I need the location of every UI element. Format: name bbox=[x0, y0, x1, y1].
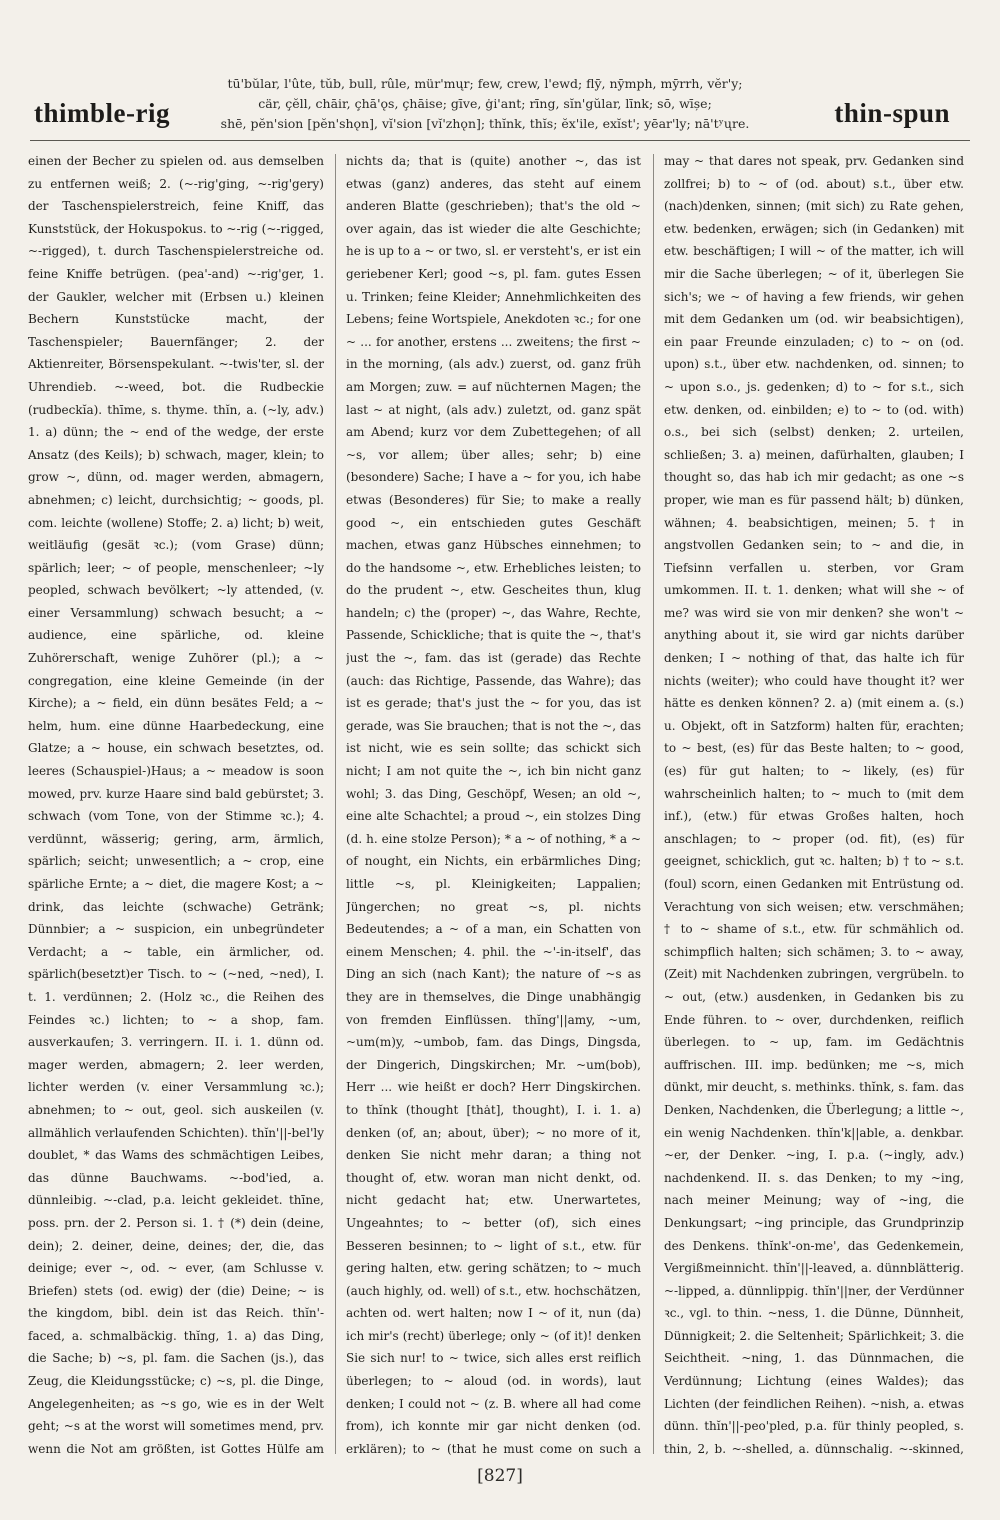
pronunciation-key bbox=[205, 74, 765, 134]
right-guide-word: thin-spun bbox=[834, 98, 950, 128]
left-guide-word: thimble-rig bbox=[34, 98, 170, 128]
column-divider bbox=[653, 154, 654, 1454]
column-middle bbox=[346, 150, 641, 1460]
pronunciation-key-line: shē, pĕn'sion [pĕn'shǫn], vĭ'sion [vĭ'zhǫn]; thĭnk, thĭs; ĕx'ile, exĭst'; yēar'ly; nā'tʸųre. bbox=[220, 116, 750, 131]
column-text: may ~ that dares not speak, prv. Gedanken sind zollfrei; b) to ~ of (od. about) s.t., über etw. (nach)denken, sinnen; (mit sich) zu Rate gehen, etw. bedenken, erwägen; sich (in Gedanken) mit etw. beschäftigen; I will ~ of the matter, ich will mir die Sache überlegen; ~ of it, überlegen Sie sich's; we ~ of having a few friends, wir gehen mit dem Gedanken um (od. wir beabsichtigen), ein paar Freunde einzuladen; c) to ~ on (od. upon) s.t., über etw. nachdenken, od. sinnen; to ~ upon s.o., js. gedenken; d) to ~ for s.t., sich etw. denken, od. einbilden; e) to ~ to (od. with) o.s., bei sich (selbst) denken; 2. urteilen, schließen; 3. a) meinen, dafürhalten, glauben; I thought so, das hab ich mir gedacht; as one ~s proper, wie man es für passend hält; b) dünken, wähnen; 4. beabsichtigen, meinen; 5. † in angstvollen Gedanken sein; to ~ and die, in Tiefsinn verfallen u. sterben, vor Gram umkommen. II. t. 1. denken; what will she ~ of me? was wird sie von mir denken? she won't ~ anything about it, sie wird gar nichts darüber denken; I ~ nothing of that, das halte ich für nichts (weiter); who could have thought it? wer hätte es denken können? 2. a) (mit einem a. (s.) u. Objekt, oft in Satzform) halten für, erachten; to ~ best, (es) für das Beste halten; to ~ good, (es) für gut halten; to ~ likely, (es) für wahrscheinlich halten; to ~ much to (mit dem inf.), (etw.) für etwas Großes halten, hoch anschlagen; to ~ proper (od. fit), (es) für geeignet, schicklich, gut ꝛc. halten; b) † to ~ s.t. (foul) scorn, einen Gedanken mit Entrüstung od. Verachtung von sich weisen; etw. verschmähen; † to ~ shame of s.t., etw. für schmählich od. schimpflich halten; sich schämen; 3. to ~ away, (Zeit) mit Nachdenken zubringen, vergrübeln. to ~ out, (etw.) ausdenken, in Gedanken bis zu Ende führen. to ~ over, durchdenken, reiflich überlegen. to ~ up, fam. im Gedächtnis auffrischen. III. imp. bedünken; me ~s, mich dünkt, mir deucht, s. methinks. thĭnk, s. fam. das Denken, Nachdenken, die Überlegung; a little ~, ein wenig Nachdenken. thĭn'k||able, a. denkbar. ~er, der Denker. ~ing, I. p.a. (~ingly, adv.) nachdenkend. II. s. das Denken; to my ~ing, nach meiner Meinung; way of ~ing, die Denkungsart; ~ing principle, das Grundprinzip des Denkens. thĭnk'-on-me', das Gedenkemein, Vergißmeinnicht. thĭn'||-leaved, a. dünnblätterig. ~-lipped, a. dünnlippig. thĭn'||ner, der Verdünner ꝛc., vgl. to thin. ~ness, 1. die Dünne, Dünnheit, Dünnigkeit; 2. die Seltenheit; Spärlichkeit; 3. die Seichtheit. ~ning, 1. das Dünnmachen, die Verdünnung; Lichtung (eines Waldes); das Lichten (der feindlichen Reihen). ~nish, a. etwas dünn. thĭn'||-peo'pled, p.a. für thinly peopled, s. thin, 2, b. ~-shelled, a. dünnschalig. ~-skinned, bbox=[664, 154, 964, 1456]
column-text: einen der Becher zu spielen od. aus demselben zu entfernen weiß; 2. (~-rig'ging, ~-rig'gery) der Taschenspielerstreich, feine Kniff, das Kunststück, der Hokuspokus. to ~-rig (~-rigged, ~-rigged), t. durch Taschenspielerstreiche od. feine Kniffe betrügen. (pea'-and) ~-rig'ger, 1. der Gaukler, welcher mit (Erbsen u.) kleinen Bechern Kunststücke macht, der Taschenspieler; Bauernfänger; 2. der Aktienreiter, Börsenspekulant. ~-twis'ter, sl. der Uhrendieb. ~-weed, bot. die Rudbeckie (rudbeckĭa). thīme, s. thyme. thĭn, a. (~ly, adv.) 1. a) dünn; the ~ end of the wedge, der erste Ansatz (des Keils); b) schwach, mager, klein; to grow ~, dünn, od. mager werden, abmagern, abnehmen; c) leicht, durchsichtig; ~ goods, pl. com. leichte (wollene) Stoffe; 2. a) licht; b) weit, weitläufig (gesät ꝛc.); (vom Grase) dünn; spärlich; leer; ~ of people, menschenleer; ~ly peopled, schwach bevölkert; ~ly attended, (v. einer Versammlung) schwach besucht; a ~ audience, eine spärliche, od. kleine Zuhörerschaft, wenige Zuhörer (pl.); a ~ congregation, eine kleine Gemeinde (in der Kirche); a ~ field, ein dünn besätes Feld; a ~ helm, hum. eine dünne Haarbedeckung, eine Glatze; a ~ house, ein schwach besetztes, od. leeres (Schauspiel-)Haus; a ~ meadow is soon mowed, prv. kurze Haare sind bald gebürstet; 3. schwach (vom Tone, von der Stimme ꝛc.); 4. verdünnt, wässerig; gering, arm, ärmlich, spärlich; seicht; unwesentlich; a ~ crop, eine spärliche Ernte; a ~ diet, die magere Kost; a ~ drink, das leichte (schwache) Getränk; Dünnbier; a ~ suspicion, ein unbegründeter Verdacht; a ~ table, ein ärmlicher, od. spärlich(besetzt)er Tisch. to ~ (~ned, ~ned), I. t. 1. verdünnen; 2. (Holz ꝛc., die Reihen des Feindes ꝛc.) lichten; to ~ a shop, fam. ausverkaufen; 3. verringern. II. i. 1. dünn od. mager werden, abmagern; 2. leer werden, lichter werden (v. einer Versammlung ꝛc.); abnehmen; to ~ out, geol. sich auskeilen (v. allmählich verlaufenden Schichten). thĭn'||-bel'ly doublet, * das Wams des schmächtigen Leibes, das dünne Bauchwams. ~-bod'ied, a. dünnleibig. ~-clad, p.a. leicht gekleidet. thīne, poss. prn. der 2. Person si. 1. † (*) dein (deine, dein); 2. deiner, deine, deines; der, die, das deinige; ever ~, od. ~ ever, (am Schlusse v. Briefen) stets (od. ewig) der (die) Deine; ~ is the kingdom, bibl. dein ist das Reich. thĭn'-faced, a. schmalbäckig. thĭng, 1. a) das Ding, die Sache; b) ~s, pl. fam. die Sachen (js.), das Zeug, die Kleidungsstücke; c) ~s, pl. die Dinge, Angelegenheiten; as ~s go, wie es in der Welt geht; ~s at the worst will sometimes mend, prv. wenn die Not am größten, ist Gottes Hülfe am bbox=[28, 154, 324, 1456]
column-divider bbox=[335, 154, 336, 1454]
page-header bbox=[0, 0, 1000, 150]
dictionary-columns bbox=[28, 150, 972, 1460]
column-left bbox=[28, 150, 324, 1460]
header-rule bbox=[30, 140, 970, 141]
pronunciation-key-line: cär, çĕll, chāir, çhā'ǫs, çhāise; gīve, ġi'ant; rīng, sĭn'gŭlar, līnk; sō, wīșe; bbox=[258, 96, 712, 111]
pronunciation-key-line: tū'bŭlar, l'ûte, tŭb, bull, rûle, mür'mųr; few, crew, l'ewd; flȳ, nȳmph, mȳrrh, vĕr'y; bbox=[227, 76, 743, 91]
column-text: nichts da; that is (quite) another ~, das ist etwas (ganz) anderes, das steht auf einem anderen Blatte (geschrieben); that's the old ~ over again, das ist wieder die alte Geschichte; he is up to a ~ or two, sl. er versteht's, er ist ein geriebener Kerl; good ~s, pl. fam. gutes Essen u. Trinken; feine Kleider; Annehmlichkeiten des Lebens; feine Wortspiele, Anekdoten ꝛc.; for one ~ ... for another, erstens ... zweitens; the first ~ in the morning, (als adv.) zuerst, od. ganz früh am Morgen; zuw. = auf nüchternen Magen; the last ~ at night, (als adv.) zuletzt, od. ganz spät am Abend; kurz vor dem Zubettegehen; of all ~s, vor allem; über alles; sehr; b) eine (besondere) Sache; I have a ~ for you, ich habe etwas (Besonderes) für Sie; to make a really good ~, ein entschieden gutes Geschäft machen, etwas ganz Hübsches einnehmen; to do the handsome ~, etw. Erhebliches leisten; to do the prudent ~, etw. Gescheites thun, klug handeln; c) the (proper) ~, das Wahre, Rechte, Passende, Schickliche; that is quite the ~, that's just the ~, fam. das ist (gerade) das Rechte (auch: das Richtige, Passende, das Wahre); das ist es gerade; that's just the ~ for you, das ist gerade, was Sie brauchen; that is not the ~, das ist nicht, wie es sein sollte; das schickt sich nicht; I am not quite the ~, ich bin nicht ganz wohl; 3. das Ding, Geschöpf, Wesen; an old ~, eine alte Schachtel; a proud ~, ein stolzes Ding (d. h. eine stolze Person); * a ~ of nothing, * a ~ of nought, ein Nichts, ein erbärmliches Ding; little ~s, pl. Kleinigkeiten; Lappalien; Jüngerchen; no great ~s, pl. nichts Bedeutendes; a ~ of a man, ein Schatten von einem Menschen; 4. phil. the ~'-in-itself', das Ding an sich (nach Kant); the nature of ~s as they are in themselves, die Dinge unabhängig von fremden Einflüssen. thĭng'||amy, ~um, ~um(m)y, ~umbob, fam. das Dings, Dingsda, der Dingerich, Dingskirchen; Mr. ~um(bob), Herr ... wie heißt er doch? Herr Dingskirchen. to thĭnk (thought [thȧt], thought), I. i. 1. a) denken (of, an; about, über); ~ no more of it, denken Sie nicht mehr daran; a thing not thought of, etw. woran man nicht denkt, od. nicht gedacht hat; etw. Unerwartetes, Ungeahntes; to ~ better (of), sich eines Besseren besinnen; to ~ light of s.t., etw. für gering halten, etw. gering schätzen; to ~ much (auch highly, od. well) of s.t., etw. hochschätzen, achten od. wert halten; now I ~ of it, nun (da) ich mir's (recht) überlege; only ~ (of it)! denken Sie sich nur! to ~ twice, sich alles erst reiflich überlegen; to ~ aloud (od. in words), laut denken; I could not ~ (z. B. where all had come from), ich konnte mir gar nicht denken (od. erklären); to ~ (that he must come on such a bbox=[346, 154, 641, 1456]
page-number: [827] bbox=[477, 1466, 523, 1486]
column-right bbox=[664, 150, 964, 1460]
